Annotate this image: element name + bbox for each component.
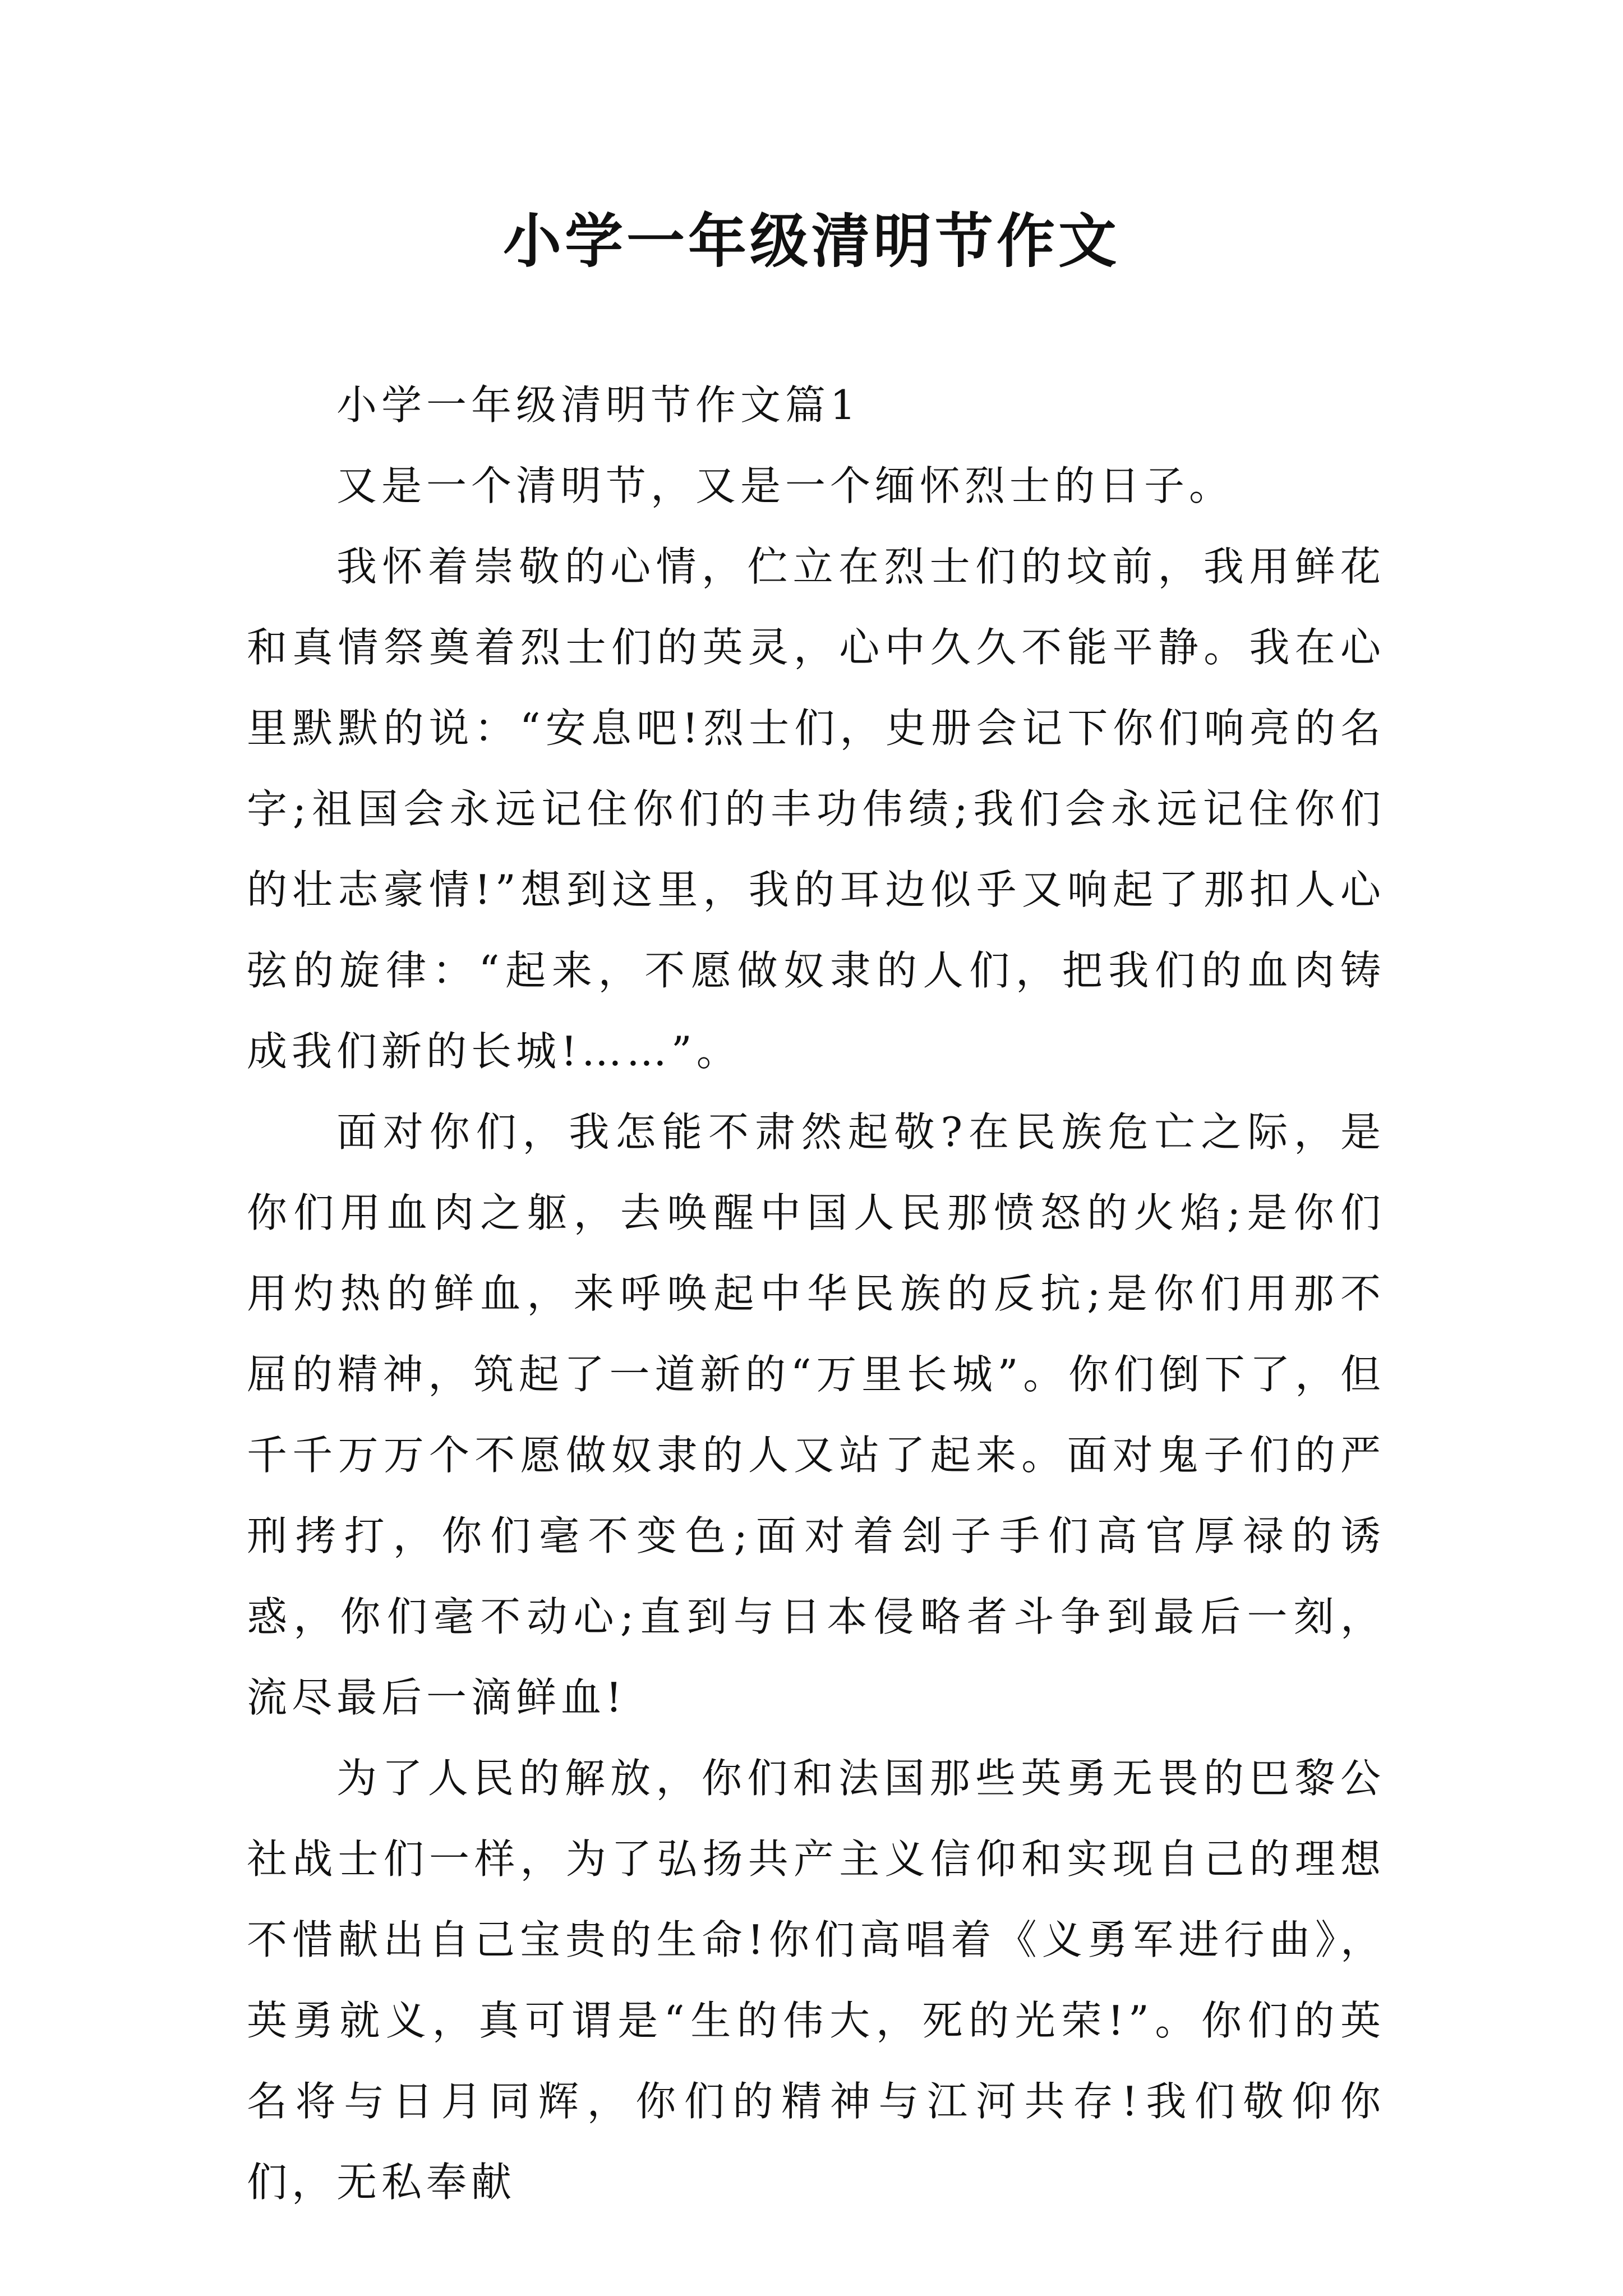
paragraph: 面对你们，我怎能不肃然起敬?在民族危亡之际，是你们用血肉之躯，去唤醒中国人民那愤怒的火焰;是你们用灼热的鲜血，来呼唤起中华民族的反抗;是你们用那不屈的精神，筑起了一道新的“万里长城”。你们倒下了，但千千万万个不愿做奴隶的人又站了起来。面对鬼子们的严刑拷打，你们毫不变色;面对着刽子手们高官厚禄的诱惑，你们毫不动心;直到与日本侵略者斗争到最后一刻，流尽最后一滴鲜血! [247,1108,1385,1721]
document-body [247,365,1385,2223]
paragraph: 又是一个清明节，又是一个缅怀烈士的日子。 [336,462,1234,509]
section-heading: 小学一年级清明节作文篇1 [336,381,860,429]
paragraph: 为了人民的解放，你们和法国那些英勇无畏的巴黎公社战士们一样，为了弘扬共产主义信仰和实现自己的理想不惜献出自己宝贵的生命!你们高唱着《义勇军进行曲》，英勇就义，真可谓是“生的伟大，死的光荣!”。你们的英名将与日月同辉，你们的精神与江河共存!我们敬仰你们，无私奉献 [247,1755,1385,2206]
paragraph: 我怀着崇敬的心情，伫立在烈士们的坟前，我用鲜花和真情祭奠着烈士们的英灵，心中久久不能平静。我在心里默默的说：“安息吧!烈士们，史册会记下你们响亮的名字;祖国会永远记住你们的丰功伟绩;我们会永远记住你们的壮志豪情!”想到这里，我的耳边似乎又响起了那扣人心弦的旋律：“起来，不愿做奴隶的人们，把我们的血肉铸成我们新的长城!……”。 [247,543,1385,1075]
document-title: 小学一年级清明节作文 [502,206,1120,275]
